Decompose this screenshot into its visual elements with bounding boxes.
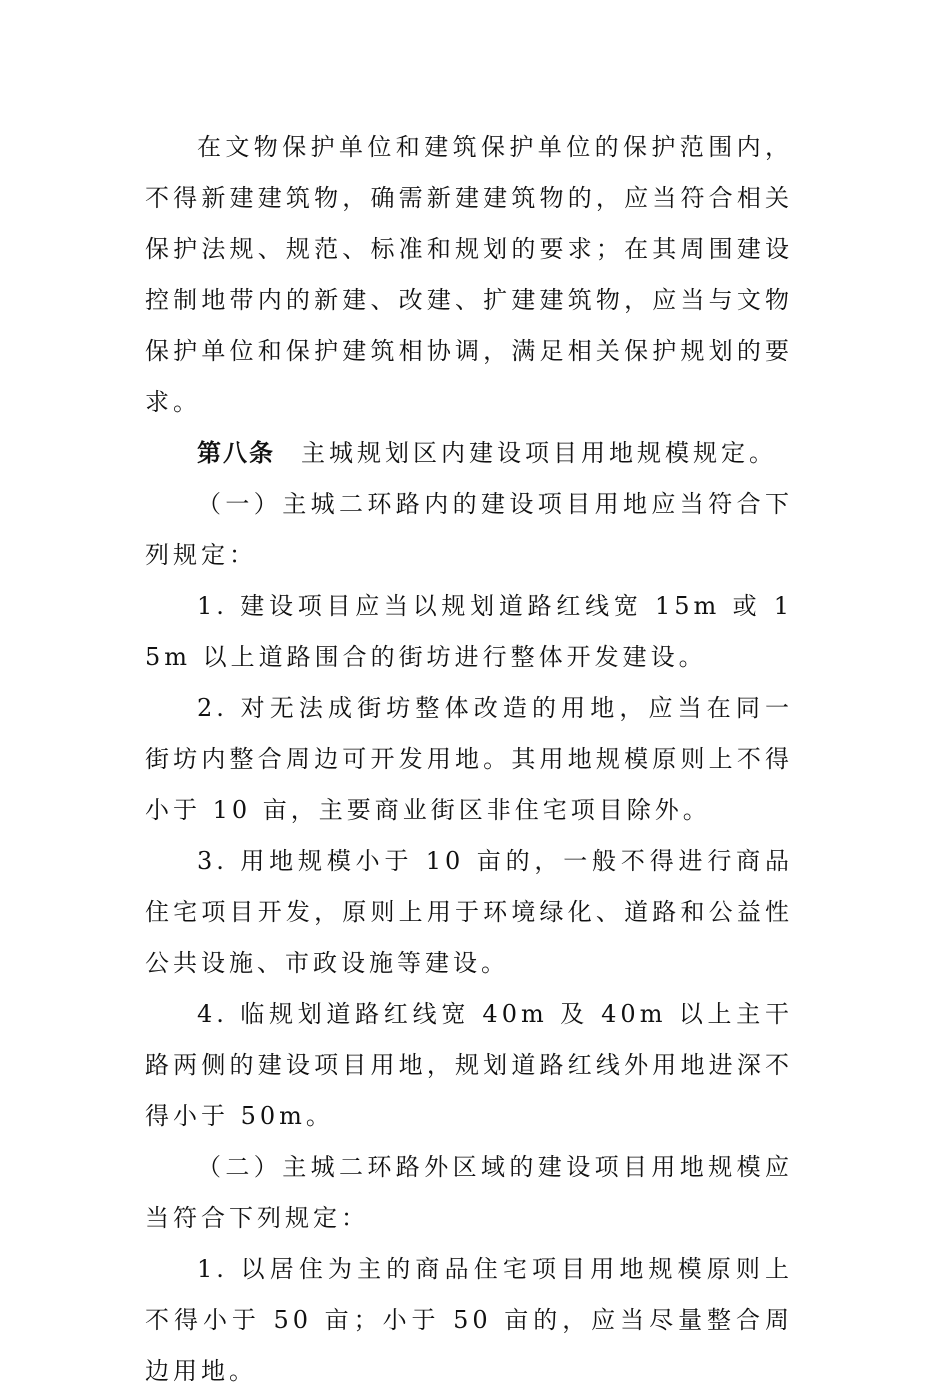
paragraph-text: 在文物保护单位和建筑保护单位的保护范围内，不得新建建筑物，确需新建建筑物的，应当符合相关保护法规、规范、标准和规划的要求；在其周围建设控制地带内的新建、改建、扩建建筑物，应当与文物保护单位和保护建筑相协调，满足相关保护规划的要求。 xyxy=(145,133,793,416)
paragraph-text: 1. 建设项目应当以规划道路红线宽 15m 或 15m 以上道路围合的街坊进行整体开发建设。 xyxy=(145,592,793,671)
paragraph-text: 3. 用地规模小于 10 亩的，一般不得进行商品住宅项目开发，原则上用于环境绿化、道路和公益性公共设施、市政设施等建设。 xyxy=(145,847,793,977)
clause-1-item-4 xyxy=(145,989,793,1142)
clause-2-item-1 xyxy=(145,1244,793,1397)
clause-1-item-2 xyxy=(145,683,793,836)
paragraph-text: （二）主城二环路外区域的建设项目用地规模应当符合下列规定： xyxy=(145,1153,793,1232)
paragraph-text: 4. 临规划道路红线宽 40m 及 40m 以上主干路两侧的建设项目用地，规划道路红线外用地进深不得小于 50m。 xyxy=(145,1000,793,1130)
clause-2-heading xyxy=(145,1142,793,1244)
paragraph-heritage-protection xyxy=(145,122,793,428)
paragraph-text: 2. 对无法成街坊整体改造的用地，应当在同一街坊内整合周边可开发用地。其用地规模原则上不得小于 10 亩，主要商业街区非住宅项目除外。 xyxy=(145,694,793,824)
article-number: 第八条 xyxy=(197,439,275,467)
article-8-heading xyxy=(145,428,793,479)
clause-1-heading xyxy=(145,479,793,581)
document-body xyxy=(145,122,793,1397)
clause-1-item-3 xyxy=(145,836,793,989)
clause-1-item-1 xyxy=(145,581,793,683)
article-title: 主城规划区内建设项目用地规模规定。 xyxy=(301,439,777,467)
paragraph-text: （一）主城二环路内的建设项目用地应当符合下列规定： xyxy=(145,490,793,569)
paragraph-text: 1. 以居住为主的商品住宅项目用地规模原则上不得小于 50 亩；小于 50 亩的，应当尽量整合周边用地。 xyxy=(145,1255,793,1385)
